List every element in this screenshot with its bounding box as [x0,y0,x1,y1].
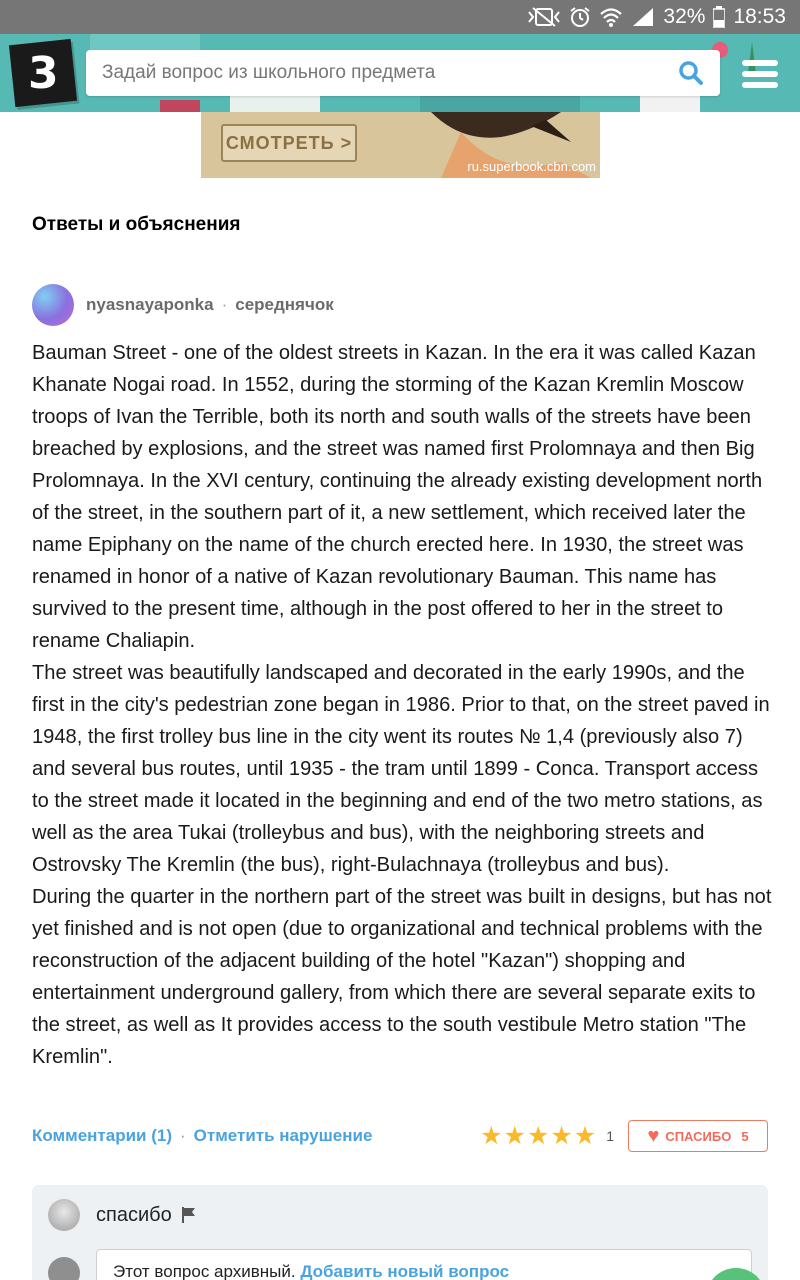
author-name[interactable]: nyasnayaponka [86,295,214,314]
answer-body [32,337,772,1073]
separator-dot: · [179,1126,186,1145]
ad-url: ru.superbook.cbn.com [467,159,596,174]
vibrate-icon [527,6,561,28]
thanks-count: 5 [741,1128,749,1144]
ad-banner[interactable] [201,112,600,178]
comments-panel [32,1185,768,1280]
search-bar [86,50,720,96]
answer-paragraph: Bauman Street - one of the oldest streets in Kazan. In the era it was called Kazan Khanate Nogai road. In 1552, during the storming of the Kazan Kremlin Moscow troops of Ivan the Terrible, both its north and south walls of the streets have been breached by explosions, and the street was named first Prolomnaya and then Big Prolomnaya. In the XVI century, continuing the already existing development north of the street, in the southern part of it, a new settlement, which received later the name Epiphany on the name of the church erected here. In 1930, the street was renamed in honor of a native of Kazan revolutionary Bauman. This name has survived to the present time, although in the post offered to her in the street to rename Chaliapin. [32,342,763,652]
avatar[interactable] [32,284,74,326]
star-icon[interactable]: ★ [503,1121,526,1150]
signal-icon [631,6,655,28]
star-icon[interactable]: ★ [480,1121,503,1150]
ad-watch-button[interactable]: СМОТРЕТЬ > [221,124,357,162]
search-icon[interactable] [678,60,704,86]
comment-item [48,1199,196,1231]
battery-icon [713,6,725,28]
answer-actions [32,1120,768,1152]
app-header [0,34,800,112]
star-icon[interactable]: ★ [550,1121,573,1150]
rating-count: 1 [606,1128,614,1144]
author-rank: середнячок [235,295,334,314]
answer-paragraph: The street was beautifully landscaped and decorated in the early 1990s, and the first in the city's pedestrian zone began in 1986. Prior to that, on the street paved in 1948, the first trolley bus line in the city went its routes № 1,4 (previously also 7) and several bus routes, until 1935 - the tram until 1899 - Conca. Transport access to the street made it located in the beginning and end of the two metro stations, as well as the area Tukai (trolleybus and bus), with the neighboring streets and Ostrovsky The Kremlin (the bus), right-Bulachnaya (trolleybus and bus). [32,662,770,876]
star-icon[interactable]: ★ [573,1121,597,1150]
heart-icon: ♥ [647,1125,660,1147]
alarm-icon [569,6,591,28]
battery-percent: 32% [663,5,706,28]
thanks-button[interactable] [628,1120,768,1152]
archive-text: Этот вопрос архивный. [113,1262,296,1280]
rating[interactable] [480,1121,628,1150]
search-input[interactable] [102,62,678,84]
star-icon[interactable]: ★ [526,1121,550,1150]
answer-paragraph: During the quarter in the northern part of the street was built in designs, but has not yet finished and is not open (due to organizational and technical problems with the reconstruction of the adjacent building of the hotel "Kazan") shopping and entertainment underground gallery, from which there are several separate exits to the street, as well as It provides access to the south vestibule Metro station "The Kremlin". [32,886,772,1068]
add-question-link[interactable]: Добавить новый вопрос [300,1262,510,1280]
avatar [48,1257,80,1280]
clock: 18:53 [733,5,786,28]
report-link[interactable]: Отметить нарушение [193,1126,373,1145]
brand-logo[interactable]: 3 [9,39,77,107]
flag-icon[interactable] [182,1207,196,1223]
comment-text: спасибо [96,1203,172,1226]
answers-section-title: Ответы и объяснения [32,214,241,235]
answer-author [32,284,334,326]
status-bar [0,0,800,34]
hamburger-menu-icon[interactable] [742,60,778,88]
thanks-label: СПАСИБО [665,1128,732,1144]
wifi-icon [599,6,623,28]
comments-link[interactable]: Комментарии (1) [32,1126,172,1145]
avatar[interactable] [48,1199,80,1231]
archive-notice [96,1249,752,1280]
separator-dot: · [221,295,228,314]
